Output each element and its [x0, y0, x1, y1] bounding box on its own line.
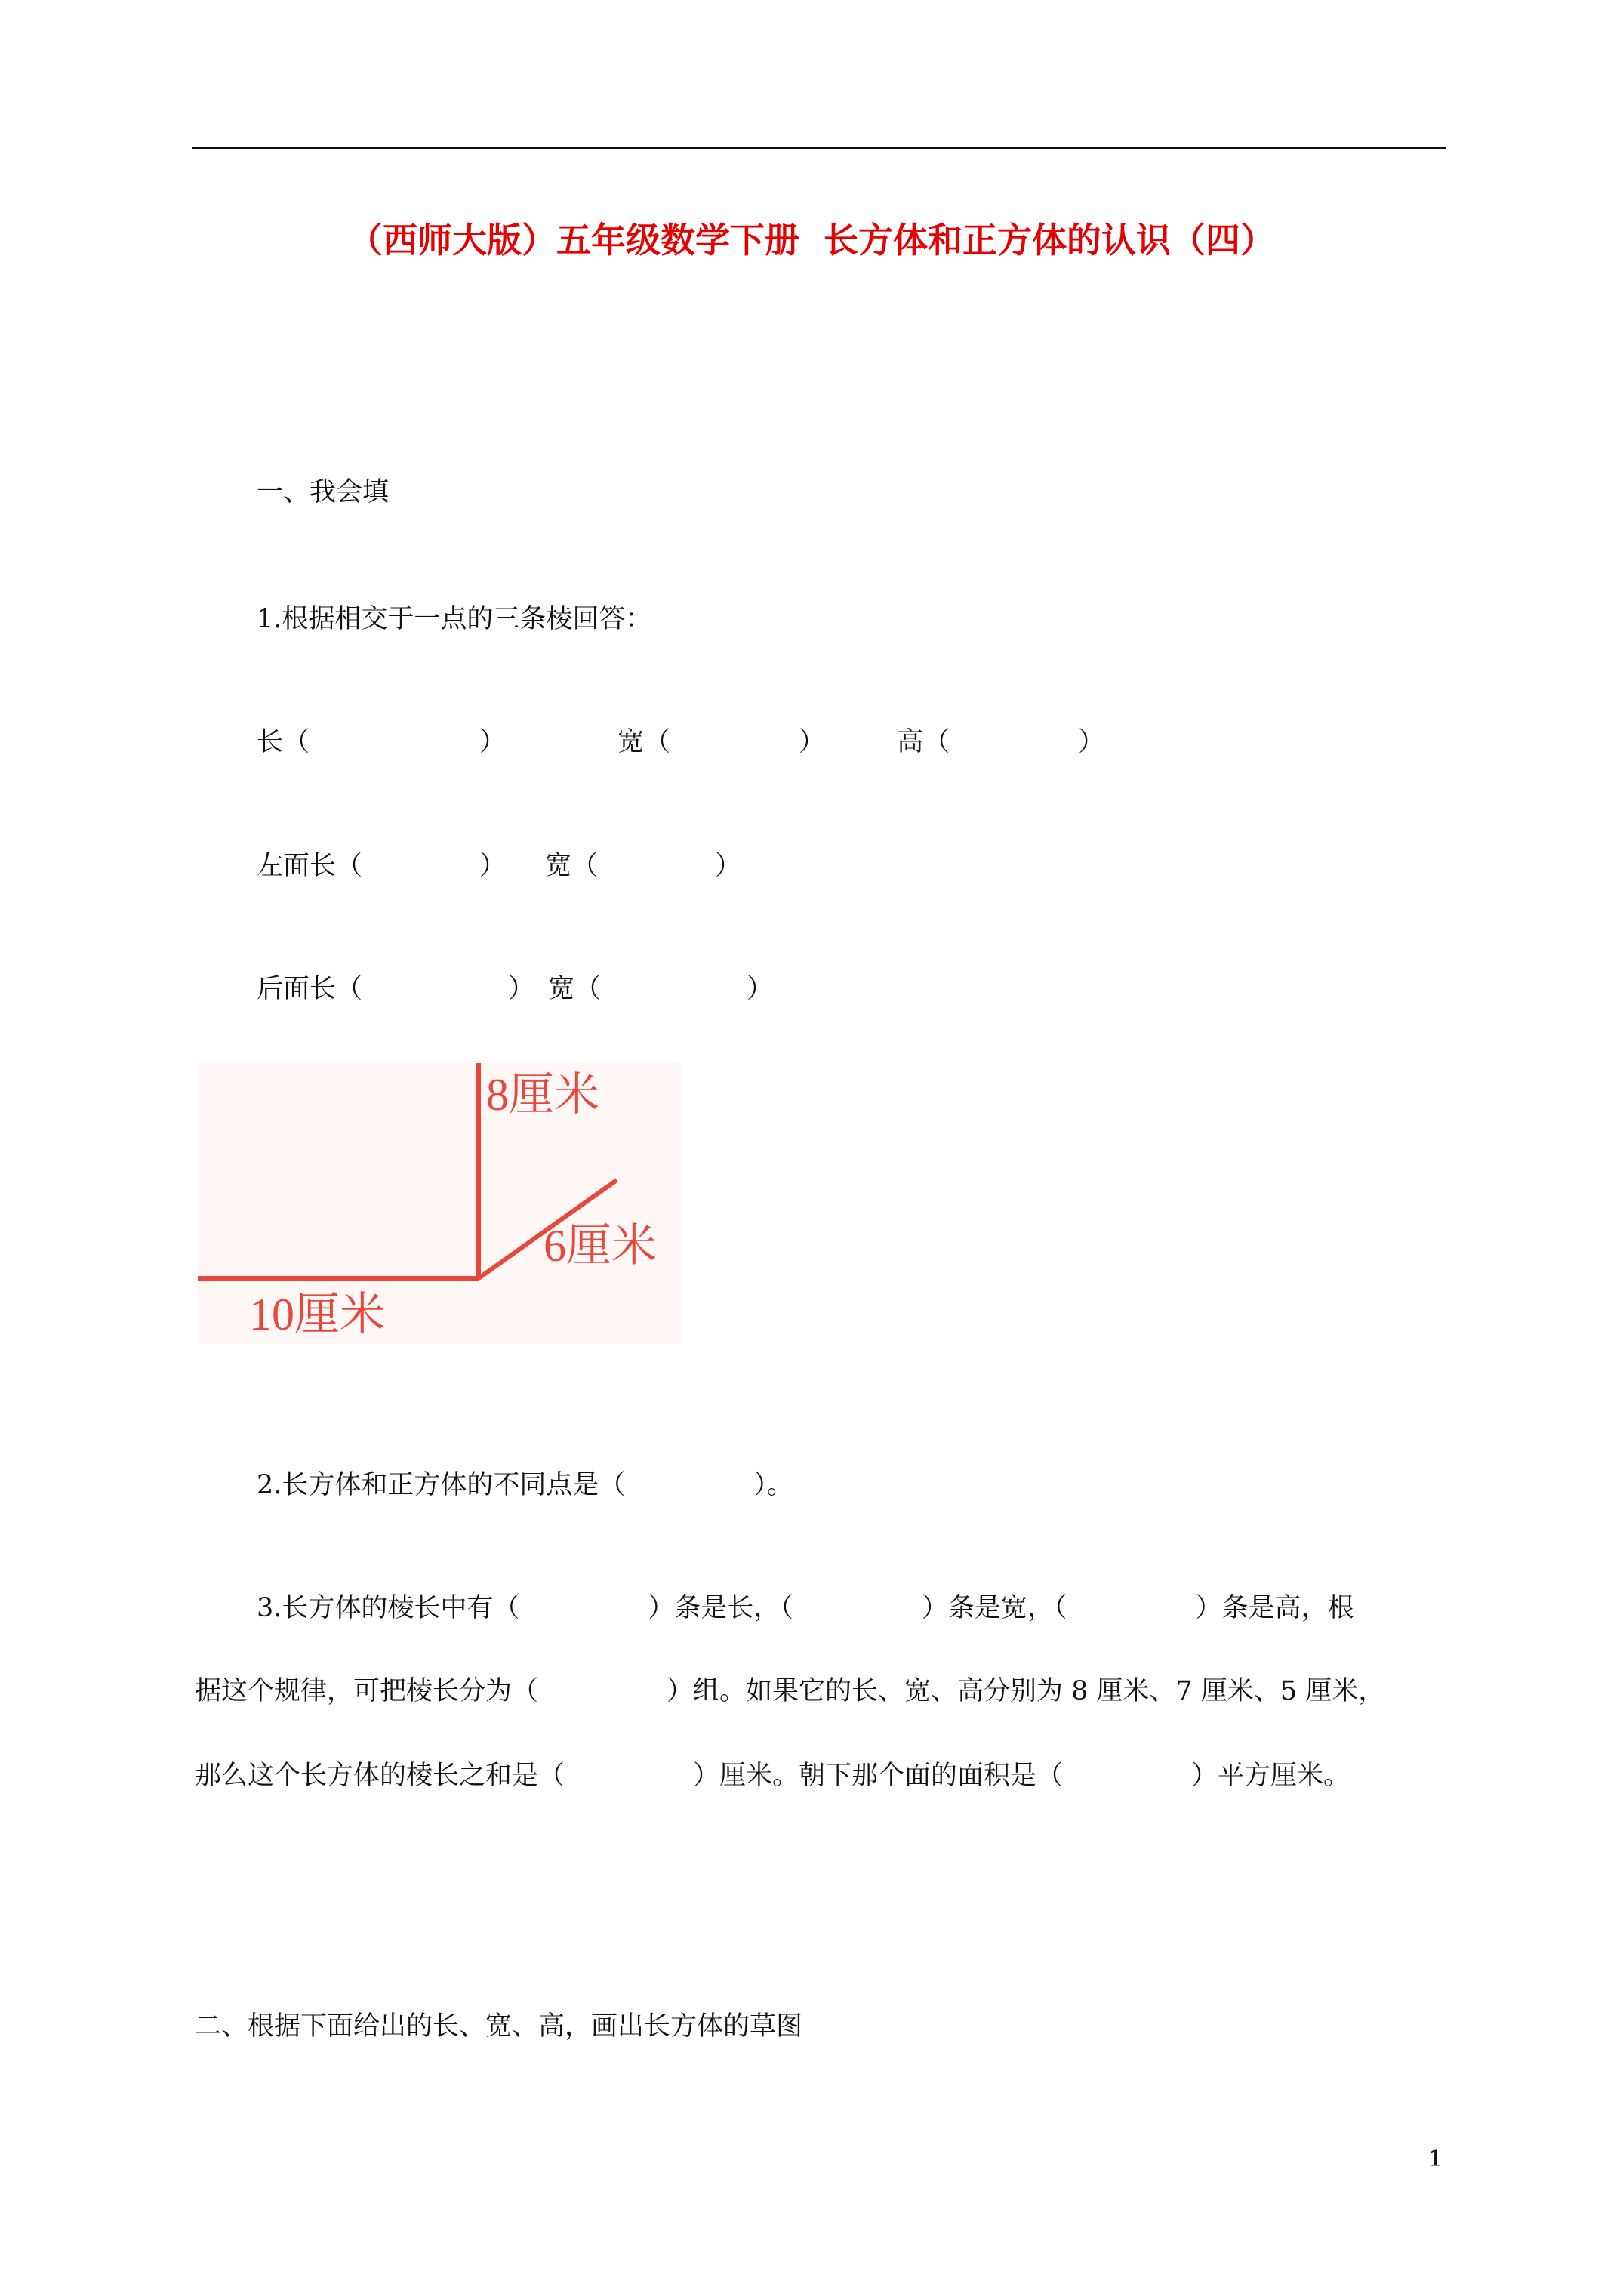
length-edge-label: 10厘米 — [249, 1290, 385, 1339]
q3-text-4: ）条是高，根 — [1195, 1593, 1354, 1623]
q3-text-6: ）组。如果它的长、宽、高分别为 8 厘米、7 厘米、5 厘米， — [667, 1676, 1385, 1706]
q3-text-2: ）条是长，（ — [648, 1593, 793, 1623]
q3-text-8: ）厘米。朝下那个面的面积是（ — [693, 1761, 1064, 1791]
left-face-length-close: ） — [479, 851, 507, 881]
length-label: 长（ — [257, 727, 310, 757]
q1-row-2 — [257, 851, 741, 881]
q1-row-3 — [257, 974, 773, 1004]
height-edge-label: 8厘米 — [486, 1070, 599, 1120]
question-1-prompt: 1.根据相交于一点的三条棱回答： — [257, 604, 652, 634]
height-close: ） — [1078, 727, 1105, 757]
question-3-line-3 — [195, 1761, 1350, 1791]
q3-text-5: 据这个规律，可把棱长分为（ — [195, 1676, 539, 1706]
width-edge-label: 6厘米 — [544, 1221, 657, 1271]
q3-text-3: ）条是宽，（ — [921, 1593, 1067, 1623]
edges-figure-svg — [198, 1063, 681, 1344]
edges-figure — [198, 1063, 681, 1344]
height-label: 高（ — [897, 727, 950, 757]
width-label: 宽（ — [617, 727, 671, 757]
section-2-heading: 二、根据下面给出的长、宽、高，画出长方体的草图 — [195, 2011, 803, 2042]
left-face-width-label: 宽（ — [545, 851, 599, 881]
header-rule — [192, 147, 1446, 149]
back-face-length-close: ） — [508, 974, 535, 1004]
q3-text-9: ）平方厘米。 — [1191, 1761, 1350, 1791]
q1-row-1 — [257, 727, 1104, 757]
q3-text-1: 3.长方体的棱长中有（ — [257, 1593, 520, 1623]
question-3-line-2 — [195, 1676, 1384, 1706]
left-face-width-close: ） — [715, 851, 742, 881]
question-2 — [257, 1470, 793, 1500]
back-face-length-label: 后面长（ — [257, 974, 363, 1004]
question-3-line-1 — [257, 1593, 1354, 1623]
back-face-width-close: ） — [747, 974, 774, 1004]
q3-text-7: 那么这个长方体的棱长之和是（ — [195, 1761, 565, 1791]
page-number: 1 — [1428, 2146, 1443, 2172]
page-title: （西师大版）五年级数学下册 长方体和正方体的认识（四） — [347, 220, 1276, 260]
q2-prefix: 2.长方体和正方体的不同点是（ — [257, 1470, 626, 1500]
section-1-heading: 一、我会填 — [257, 477, 390, 507]
width-close: ） — [799, 727, 826, 757]
length-close: ） — [479, 727, 507, 757]
left-face-length-label: 左面长（ — [257, 851, 363, 881]
back-face-width-label: 宽（ — [548, 974, 602, 1004]
q2-suffix: ）。 — [753, 1470, 793, 1500]
